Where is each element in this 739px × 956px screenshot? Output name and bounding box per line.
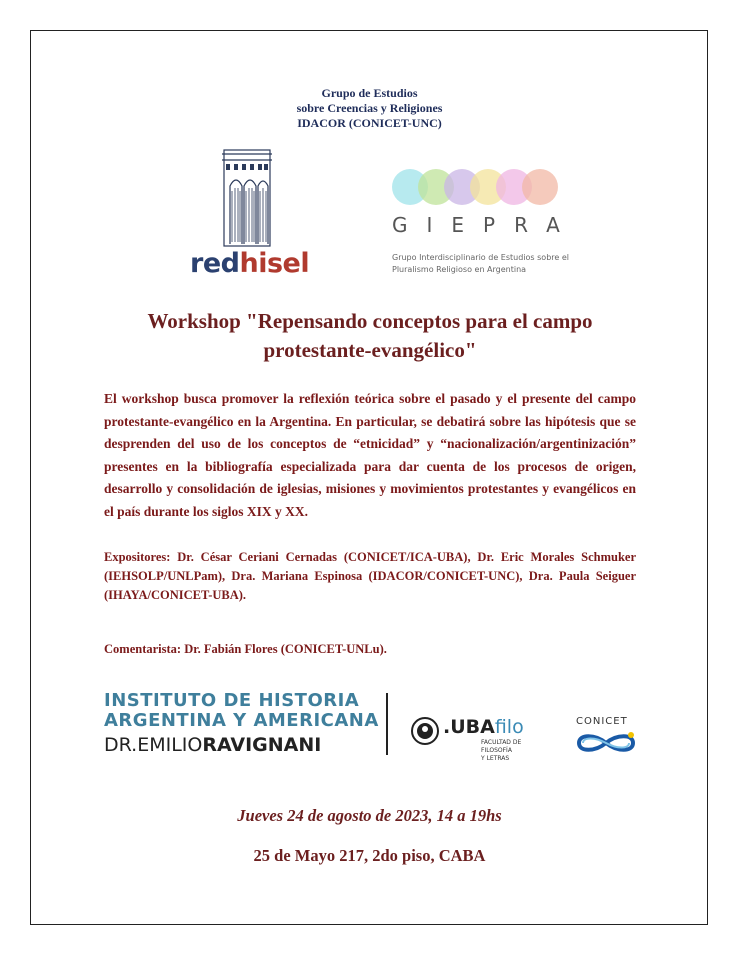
page-title bbox=[60, 307, 680, 365]
instituto-line2: ARGENTINA Y AMERICANA bbox=[104, 710, 379, 731]
title-line2: protestante-evangélico" bbox=[263, 338, 477, 362]
event-date: Jueves 24 de agosto de 2023, 14 a 19hs bbox=[237, 806, 502, 825]
instituto-ravignani: RAVIGNANI bbox=[202, 734, 322, 756]
event-place: 25 de Mayo 217, 2do piso, CABA bbox=[253, 846, 486, 865]
instituto-line3 bbox=[104, 734, 321, 756]
comentarista-line: Comentarista: Dr. Fabián Flores (CONICET-UNLu). bbox=[104, 642, 387, 656]
group-header bbox=[0, 86, 739, 131]
instituto-dr-emilio: DR.EMILIO bbox=[104, 734, 203, 756]
group-header-line1: Grupo de Estudios bbox=[321, 86, 418, 100]
uba-filo-wordmark bbox=[443, 716, 524, 738]
uba-seal-icon bbox=[410, 716, 440, 746]
conicet-infinity-icon bbox=[573, 730, 639, 756]
expositores-paragraph: Expositores: Dr. César Ceriani Cernadas (CONICET/ICA-UBA), Dr. Eric Morales Schmuker (IEHSOLP/UNLPam), Dra. Mariana Espinosa (IDACOR/CONICET-UNC), Dra. Paula Seiguer (IHAYA/CONICET-UBA). bbox=[104, 550, 636, 602]
uba-sub2: Y LETRAS bbox=[481, 755, 510, 762]
group-header-line3: IDACOR (CONICET-UNC) bbox=[297, 116, 442, 130]
giepra-circles-logo bbox=[390, 166, 560, 208]
giepra-circle bbox=[522, 169, 558, 205]
uba-subtitle bbox=[481, 739, 551, 763]
giepra-name: GIEPRA bbox=[392, 213, 579, 237]
description-paragraph: El workshop busca promover la reflexión teórica sobre el pasado y el presente del campo protestante-evangélico en la Argentina. En particular, se debatirá sobre las hipótesis que se desprenden del uso de los conceptos de “etnicidad” y “nacionalización/argentinización” presentes en la bibliografía especializada para dar cuenta de los procesos de origen, desarrollo y consolidación de iglesias, misiones y movimientos protestantes y evangélicos en el país durante los siglos XIX y XX. bbox=[104, 391, 636, 519]
conicet-name: CONICET bbox=[576, 716, 628, 727]
redhisel-red: red bbox=[190, 248, 240, 279]
giepra-subtitle-line1: Grupo Interdisciplinario de Estudios sobre el bbox=[392, 253, 569, 262]
uba-prefix: .UBA bbox=[443, 716, 495, 738]
uba-sub1: FACULTAD DE FILOSOFÍA bbox=[481, 739, 522, 754]
title-line1: Workshop "Repensando conceptos para el campo bbox=[147, 309, 593, 333]
giepra-subtitle bbox=[392, 252, 582, 276]
uba-filo: filo bbox=[494, 716, 524, 738]
redhisel-hisel: hisel bbox=[239, 248, 310, 279]
giepra-subtitle-line2: Pluralismo Religioso en Argentina bbox=[392, 265, 527, 274]
group-header-line2: sobre Creencias y Religiones bbox=[296, 101, 443, 115]
redhisel-wordmark bbox=[190, 248, 309, 279]
instituto-line1: INSTITUTO DE HISTORIA bbox=[104, 690, 360, 711]
logo-divider bbox=[386, 693, 388, 755]
